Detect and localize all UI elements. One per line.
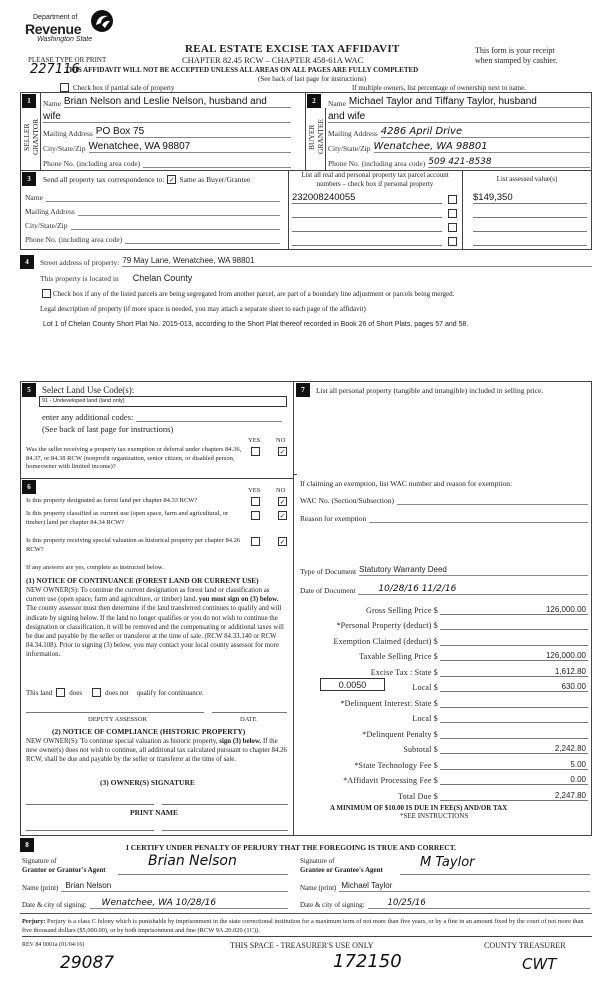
notice2-bold: sign (3) below. bbox=[219, 738, 262, 745]
personal-property-deduct[interactable] bbox=[440, 629, 588, 630]
lower-frame bbox=[20, 381, 592, 382]
wac-label: WAC No. (Section/Subsection) bbox=[300, 496, 394, 505]
exemption-claimed-deduct[interactable] bbox=[440, 645, 588, 646]
amount-label: *State Technology Fee $ bbox=[354, 760, 438, 770]
corr-mailing-label: Mailing Address bbox=[25, 207, 75, 216]
buyer-name-field[interactable]: Michael Taylor and Tiffany Taylor, husband bbox=[349, 96, 590, 108]
amounts-list bbox=[300, 599, 588, 801]
lower-frame-left bbox=[20, 381, 21, 835]
grantor-sig-label bbox=[22, 857, 106, 875]
continuance-row bbox=[26, 688, 204, 697]
amount-row bbox=[300, 615, 588, 631]
parcel-number[interactable] bbox=[292, 236, 442, 246]
grantee-label: GRANTEE bbox=[316, 119, 325, 155]
this-land-label: This land bbox=[26, 688, 53, 697]
logo-dept: Department of bbox=[33, 14, 78, 21]
seller-mailing-field[interactable]: PO Box 75 bbox=[96, 126, 291, 138]
yes-header-5: YES bbox=[248, 437, 261, 444]
street-field[interactable]: 79 May Lane, Wenatchee, WA 98801 bbox=[122, 256, 592, 267]
parcel-number[interactable] bbox=[292, 208, 442, 218]
middle-divider bbox=[293, 381, 294, 835]
amount-row bbox=[300, 661, 588, 677]
amount-row bbox=[300, 785, 588, 801]
county-value[interactable]: Chelan County bbox=[132, 273, 193, 283]
local-rate-box[interactable]: 0.0050 bbox=[320, 678, 385, 691]
notice2-p1: NEW OWNER(S): To continue special valuation as historic property, bbox=[26, 738, 218, 745]
deputy-assessor-line[interactable] bbox=[26, 712, 204, 713]
print-name-line-1[interactable] bbox=[26, 830, 154, 831]
seller-side-label bbox=[22, 112, 40, 162]
grantee-name-label: Name (print) bbox=[300, 884, 337, 892]
perjury-bold: Perjury: bbox=[22, 918, 46, 925]
county-treasurer: COUNTY TREASURER bbox=[484, 941, 566, 950]
taxable-selling-price[interactable]: 126,000.00 bbox=[440, 651, 588, 661]
personal-property-label: List all personal property (tangible and intangible) included in selling price. bbox=[316, 386, 544, 395]
handwritten-right: CWT bbox=[522, 955, 557, 973]
divider-v4 bbox=[288, 170, 289, 250]
seller-name-label: Name bbox=[43, 99, 61, 108]
grantee-date-row bbox=[300, 895, 590, 909]
assessed-value[interactable] bbox=[473, 208, 587, 218]
owner-sig-line-1[interactable] bbox=[26, 804, 154, 805]
forest-no-checkbox[interactable]: ✓ bbox=[279, 498, 286, 506]
historical-question: Is this property receiving special valuation as historical property per chapter 84.26 RCW? bbox=[26, 537, 241, 553]
segregate-label: Check box if any of the listed parcels are being segregated from another parcel, are part of a boundary line adjustment or parcels being merged. bbox=[53, 289, 455, 298]
exemption-divider bbox=[293, 474, 297, 475]
section-7-number: 7 bbox=[296, 383, 310, 397]
grantor-name-label: Name (print) bbox=[22, 884, 59, 892]
forest-question: Is this property designated as forest land per chapter 84.33 RCW? bbox=[26, 497, 198, 504]
seller-city-label: City/State/Zip bbox=[43, 144, 86, 153]
land-use-select[interactable]: 91 - Undeveloped land (land only) bbox=[39, 396, 287, 407]
forest-yes-checkbox[interactable] bbox=[251, 497, 260, 506]
amount-row bbox=[300, 723, 588, 739]
historical-no-checkbox[interactable]: ✓ bbox=[279, 538, 286, 546]
amount-label: Total Due $ bbox=[398, 791, 438, 801]
divider-v2 bbox=[305, 93, 306, 170]
state-technology-fee[interactable]: 5.00 bbox=[440, 760, 588, 770]
parcel-row bbox=[292, 204, 588, 218]
owner-sig-line-2[interactable] bbox=[162, 804, 288, 805]
handwritten-center: 172150 bbox=[333, 951, 402, 972]
assessed-header: List assessed value(s) bbox=[496, 175, 558, 183]
corr-phone-field[interactable] bbox=[125, 233, 280, 244]
amount-label: Subtotal $ bbox=[403, 745, 438, 754]
section-2-number: 2 bbox=[307, 94, 321, 108]
receipt-note-2: when stamped by cashier. bbox=[475, 56, 558, 65]
no-header-5: NO bbox=[276, 437, 286, 444]
buyer-city-field[interactable]: Wenatchee, WA 98801 bbox=[374, 141, 591, 153]
current-use-question: Is this property classified as current use (open space, farm and agricultural, or timber) land per chapter 84.34 RCW? bbox=[26, 510, 229, 526]
perjury-notice bbox=[22, 918, 592, 937]
does-not-label: does not bbox=[105, 688, 129, 697]
seller-name-field-2[interactable]: wife bbox=[43, 111, 291, 123]
exemption-label: If claiming an exemption, list WAC number and reason for exemption: bbox=[300, 479, 513, 488]
amount-label: *Delinquent Interest: State $ bbox=[340, 698, 438, 708]
divider-v1 bbox=[40, 93, 41, 170]
same-as-buyer-checkbox[interactable]: ✓ bbox=[168, 176, 175, 184]
buyer-side-label bbox=[307, 112, 325, 162]
parcel-row bbox=[292, 190, 588, 204]
buyer-name-field-2[interactable]: and wife bbox=[328, 111, 590, 123]
buyer-name-label: Name bbox=[328, 99, 346, 108]
parcel-number[interactable] bbox=[292, 222, 442, 232]
corr-city-label: City/State/Zip bbox=[25, 221, 68, 230]
amount-label: Excise Tax : State $ bbox=[370, 667, 438, 677]
personal-property-checkbox[interactable] bbox=[448, 223, 457, 232]
amount-label: Local $ bbox=[412, 683, 438, 692]
buyer-city-label: City/State/Zip bbox=[328, 144, 371, 153]
delinquent-penalty[interactable] bbox=[440, 738, 588, 739]
please-type: PLEASE TYPE OR PRINT bbox=[28, 56, 107, 64]
section-1-number: 1 bbox=[22, 94, 36, 108]
notice2-body bbox=[26, 737, 290, 764]
see-instructions: *SEE INSTRUCTIONS bbox=[400, 812, 469, 820]
multiple-owners-note: If multiple owners, list percentage of ownership next to name. bbox=[352, 84, 526, 92]
does-not-checkbox[interactable] bbox=[92, 688, 101, 697]
seller-city-field[interactable]: Wenatchee, WA 98807 bbox=[89, 141, 292, 153]
divider-5-6 bbox=[20, 478, 294, 479]
amount-row bbox=[300, 754, 588, 770]
wac-field[interactable] bbox=[397, 494, 588, 505]
doc-date-row bbox=[300, 580, 588, 595]
excise-tax-state[interactable]: 1,612.80 bbox=[440, 667, 588, 677]
seller-block bbox=[43, 93, 291, 168]
handwritten-left: 29087 bbox=[60, 953, 115, 973]
same-as-buyer-label: Same as Buyer/Grantee bbox=[179, 175, 251, 184]
doc-date-field[interactable]: 10/28/16 11/2/16 bbox=[358, 584, 588, 595]
yes-header-6: YES bbox=[248, 487, 261, 494]
exemption-no-checkbox[interactable]: ✓ bbox=[279, 448, 286, 456]
amount-label: *Delinquent Penalty $ bbox=[362, 729, 438, 739]
corr-phone-label: Phone No. (including area code) bbox=[25, 235, 123, 244]
historical-yes-checkbox[interactable] bbox=[251, 537, 260, 546]
handwritten-number: 227116 bbox=[30, 62, 80, 77]
deputy-assessor-label: DEPUTY ASSESSOR bbox=[88, 716, 147, 723]
personal-property-checkbox[interactable] bbox=[448, 237, 457, 246]
logo-state: Washington State bbox=[37, 36, 93, 43]
personal-property-checkbox[interactable] bbox=[448, 209, 457, 218]
seller-label: SELLER bbox=[22, 123, 31, 151]
section8-bottom-line bbox=[20, 913, 592, 914]
amount-label: Exemption Claimed (deduct) $ bbox=[333, 636, 438, 646]
doc-date-label: Date of Document bbox=[300, 586, 356, 595]
assessed-value[interactable]: $149,350 bbox=[473, 192, 587, 204]
print-name-label: PRINT NAME bbox=[130, 808, 178, 817]
treasurer-use: THIS SPACE - TREASURER'S USE ONLY bbox=[230, 941, 374, 950]
print-name-line-2[interactable] bbox=[162, 830, 288, 831]
grantor-date-label: Date & city of signing: bbox=[22, 901, 87, 909]
corr-name-field[interactable] bbox=[46, 191, 280, 202]
section-8-number: 8 bbox=[20, 838, 34, 852]
doc-type-row bbox=[300, 563, 588, 576]
form-title: REAL ESTATE EXCISE TAX AFFIDAVIT bbox=[185, 43, 400, 55]
amount-label: Gross Selling Price $ bbox=[366, 605, 438, 615]
buyer-mailing-label: Mailing Address bbox=[328, 129, 378, 138]
grantor-label: GRANTOR bbox=[31, 118, 40, 156]
grantee-name-row bbox=[300, 880, 590, 892]
parcel-row bbox=[292, 232, 588, 246]
amount-row bbox=[300, 630, 588, 646]
partial-sale-row bbox=[60, 83, 174, 92]
warning-text: THIS AFFIDAVIT WILL NOT BE ACCEPTED UNLESS ALL AREAS ON ALL PAGES ARE FULLY COMPLETED bbox=[65, 66, 419, 74]
land-use-see-back: (See back of last page for instructions) bbox=[42, 424, 174, 434]
notice1-bold: you must sign on (3) below. bbox=[198, 596, 279, 604]
correspondence-fields bbox=[25, 188, 280, 244]
assessed-value[interactable] bbox=[473, 222, 587, 232]
amount-row bbox=[300, 708, 588, 724]
parcel-row bbox=[292, 218, 588, 232]
total-due[interactable]: 2,247.80 bbox=[440, 791, 588, 801]
receipt-note-1: This form is your receipt bbox=[475, 46, 555, 55]
seller-mailing-label: Mailing Address bbox=[43, 129, 93, 138]
corr-name-label: Name bbox=[25, 193, 43, 202]
see-back-note: (See back of last page for instructions) bbox=[258, 75, 367, 83]
grantor-date-row bbox=[22, 895, 288, 909]
if-yes-note: If any answers are yes, complete as instructed below. bbox=[26, 564, 164, 571]
notice1-body bbox=[26, 586, 288, 660]
grantor-sig-label-1: Signature of bbox=[22, 857, 57, 865]
additional-codes-row bbox=[42, 410, 282, 422]
seller-phone-field[interactable] bbox=[143, 157, 291, 168]
section8-top-line bbox=[20, 835, 592, 836]
lower-frame-right bbox=[591, 381, 592, 835]
seller-name-field[interactable]: Brian Nelson and Leslie Nelson, husband and bbox=[64, 96, 291, 108]
owner-signature-label: (3) OWNER(S) SIGNATURE bbox=[100, 778, 195, 787]
personal-property-checkbox[interactable] bbox=[448, 195, 457, 204]
doc-type-label: Type of Document bbox=[300, 567, 357, 576]
buyer-phone-field[interactable]: 509 421-8538 bbox=[428, 157, 590, 168]
amount-row bbox=[300, 739, 588, 755]
current-use-no-checkbox[interactable]: ✓ bbox=[279, 512, 286, 520]
partial-sale-checkbox[interactable] bbox=[60, 83, 69, 92]
reason-field[interactable] bbox=[369, 512, 588, 523]
notice1-p2: The county assessor must then determine if the land transferred continues to qualify and will indicate by signing below. If the land no longer qualifies or you do not wish to continue the designation or classification, it will be removed and the compensating or additional taxes will be due and payable by the seller or transferor at the time of sale. (RCW 84.33.140 or RCW 84.34.108). Prior to signing (3) below, you may contact your local county assessor for more information. bbox=[26, 605, 284, 659]
date-label: DATE bbox=[240, 716, 257, 723]
grantee-name-field[interactable]: Michael Taylor bbox=[339, 881, 590, 892]
affidavit-processing-fee[interactable]: 0.00 bbox=[440, 775, 588, 785]
doc-type-field[interactable]: Statutory Warranty Deed bbox=[359, 565, 588, 576]
grantor-signature[interactable]: Brian Nelson bbox=[118, 853, 288, 875]
logo-swoosh-icon bbox=[89, 8, 115, 34]
grantee-sig-label bbox=[300, 857, 383, 875]
grantee-sig-label-2: Grantee or Grantee's Agent bbox=[300, 866, 383, 874]
parcel-list bbox=[292, 190, 588, 246]
legal-description[interactable]: Lot 1 of Chelan County Short Plat No. 2015-013, according to the Short Plat thereof recorded in Book 26 of Short Plats, pages 57 and 58. bbox=[43, 321, 469, 328]
amount-row bbox=[300, 646, 588, 662]
assessed-value[interactable] bbox=[473, 236, 587, 246]
land-use-title: Select Land Use Code(s): bbox=[42, 385, 135, 395]
divider-v3 bbox=[325, 108, 326, 170]
buyer-mailing-field[interactable]: 4286 April Drive bbox=[381, 126, 590, 138]
amount-row bbox=[300, 692, 588, 708]
wac-row bbox=[300, 493, 588, 505]
does-checkbox[interactable] bbox=[56, 688, 65, 697]
buyer-block bbox=[328, 93, 590, 168]
grantee-sig-label-1: Signature of bbox=[300, 857, 335, 865]
corr-mailing-field[interactable] bbox=[78, 205, 280, 216]
rev-number: REV 84 0001a (01/04/16) bbox=[22, 942, 85, 948]
grantee-date-field[interactable]: 10/25/16 bbox=[368, 898, 590, 909]
street-row bbox=[40, 255, 592, 267]
amount-row bbox=[300, 770, 588, 786]
no-header-6: NO bbox=[276, 487, 286, 494]
reason-row bbox=[300, 511, 588, 523]
buyer-label: BUYER bbox=[307, 124, 316, 150]
county-row bbox=[40, 273, 192, 283]
dor-logo bbox=[25, 8, 115, 46]
current-use-yes-checkbox[interactable] bbox=[251, 511, 260, 520]
notice2-title: (2) NOTICE OF COMPLIANCE (HISTORIC PROPERTY) bbox=[52, 727, 246, 736]
minimum-due-note: A MINIMUM OF $10.00 IS DUE IN FEE(S) AND/OR TAX bbox=[330, 804, 508, 812]
certify-statement: I CERTIFY UNDER PENALTY OF PERJURY THAT THE FOREGOING IS TRUE AND CORRECT. bbox=[126, 843, 457, 852]
delinquent-interest-state[interactable] bbox=[440, 707, 588, 708]
parcel-number[interactable]: 232008240055 bbox=[292, 192, 442, 204]
excise-tax-local[interactable]: 630.00 bbox=[440, 682, 588, 692]
notice1-p1: NEW OWNER(S): To continue the current designation as forest land or classification as current use (open space, farm and agriculture, or timber) land, bbox=[26, 587, 270, 604]
grantor-name-row bbox=[22, 880, 288, 892]
legal-label: Legal description of property (if more space is needed, you may attach a separate sheet to each page of the affidavit) bbox=[40, 305, 366, 313]
notice1-title: (1) NOTICE OF CONTINUANCE (FOREST LAND OR CURRENT USE) bbox=[26, 576, 259, 585]
reason-label: Reason for exemption bbox=[300, 514, 367, 523]
qualify-label: qualify for continuance. bbox=[136, 688, 204, 697]
amount-label: Local $ bbox=[412, 714, 438, 723]
amount-row bbox=[300, 599, 588, 615]
grantor-sig-label-2: Grantor or Grantor's Agent bbox=[22, 866, 106, 874]
section-6-number: 6 bbox=[22, 480, 36, 494]
grantee-date-label: Date & city of signing: bbox=[300, 901, 365, 909]
street-label: Street address of property: bbox=[40, 258, 120, 267]
correspondence-row bbox=[43, 175, 250, 184]
partial-sale-label: Check box if partial sale of property bbox=[73, 83, 175, 92]
delinquent-interest-local[interactable] bbox=[440, 722, 588, 723]
additional-codes-field[interactable] bbox=[136, 411, 282, 422]
amount-label: *Affidavit Processing Fee $ bbox=[343, 776, 438, 785]
perjury-text: Perjury is a class C felony which is punishable by imprisonment in the state correctional institution for a maximum term of not more than five years, or by a fine in an amount fixed by the court of not more than five thousand dollars ($5,000.00), or by both imprisonment and fine (RCW 9A.20.020 (1C)). bbox=[22, 918, 584, 934]
gross-selling-price[interactable]: 126,000.00 bbox=[440, 605, 588, 615]
notice2-p2: If the new owner(s) does not wish to continue, all additional tax calculated pursuant to chapter 84.26 RCW, shall be due and payable by the seller or transferor at the time of sale. bbox=[26, 738, 288, 763]
exemption-question: Was the seller receiving a property tax exemption or deferral under chapters 84.36, 84.37, or 84.38 RCW (nonprofit organization, senior citizen, or disabled person, homeowner with limited income)? bbox=[26, 446, 242, 470]
correspondence-label: Send all property tax correspondence to: bbox=[43, 175, 165, 184]
county-label: This property is located in bbox=[40, 274, 119, 283]
grantor-name-field[interactable]: Brian Nelson bbox=[61, 881, 288, 892]
amount-label: *Personal Property (deduct) $ bbox=[336, 621, 438, 630]
amount-label: Taxable Selling Price $ bbox=[359, 652, 438, 661]
seller-phone-label: Phone No. (including area code) bbox=[43, 159, 141, 168]
grantee-signature[interactable]: M Taylor bbox=[400, 855, 590, 875]
segregate-row bbox=[42, 289, 454, 298]
amount-row bbox=[300, 677, 588, 693]
segregate-checkbox[interactable] bbox=[42, 289, 51, 298]
additional-codes-label: enter any additional codes: bbox=[42, 412, 134, 422]
parcel-header: List all real and personal property tax parcel account numbers – check box if personal property bbox=[301, 171, 449, 188]
section-3-number: 3 bbox=[22, 172, 36, 186]
form-chapter: CHAPTER 82.45 RCW – CHAPTER 458-61A WAC bbox=[182, 55, 364, 65]
buyer-phone-label: Phone No. (including area code) bbox=[328, 159, 426, 168]
grantor-date-field[interactable]: Wenatchee, WA 10/28/16 bbox=[90, 898, 288, 909]
section-5-number: 5 bbox=[22, 383, 36, 397]
subtotal[interactable]: 2,242.80 bbox=[440, 744, 588, 754]
does-label: does bbox=[69, 688, 83, 697]
corr-city-field[interactable] bbox=[71, 219, 281, 230]
logo-revenue: Revenue bbox=[25, 21, 82, 37]
exemption-yes-checkbox[interactable] bbox=[251, 447, 260, 456]
date-line[interactable] bbox=[212, 712, 287, 713]
section-4-number: 4 bbox=[20, 255, 34, 269]
